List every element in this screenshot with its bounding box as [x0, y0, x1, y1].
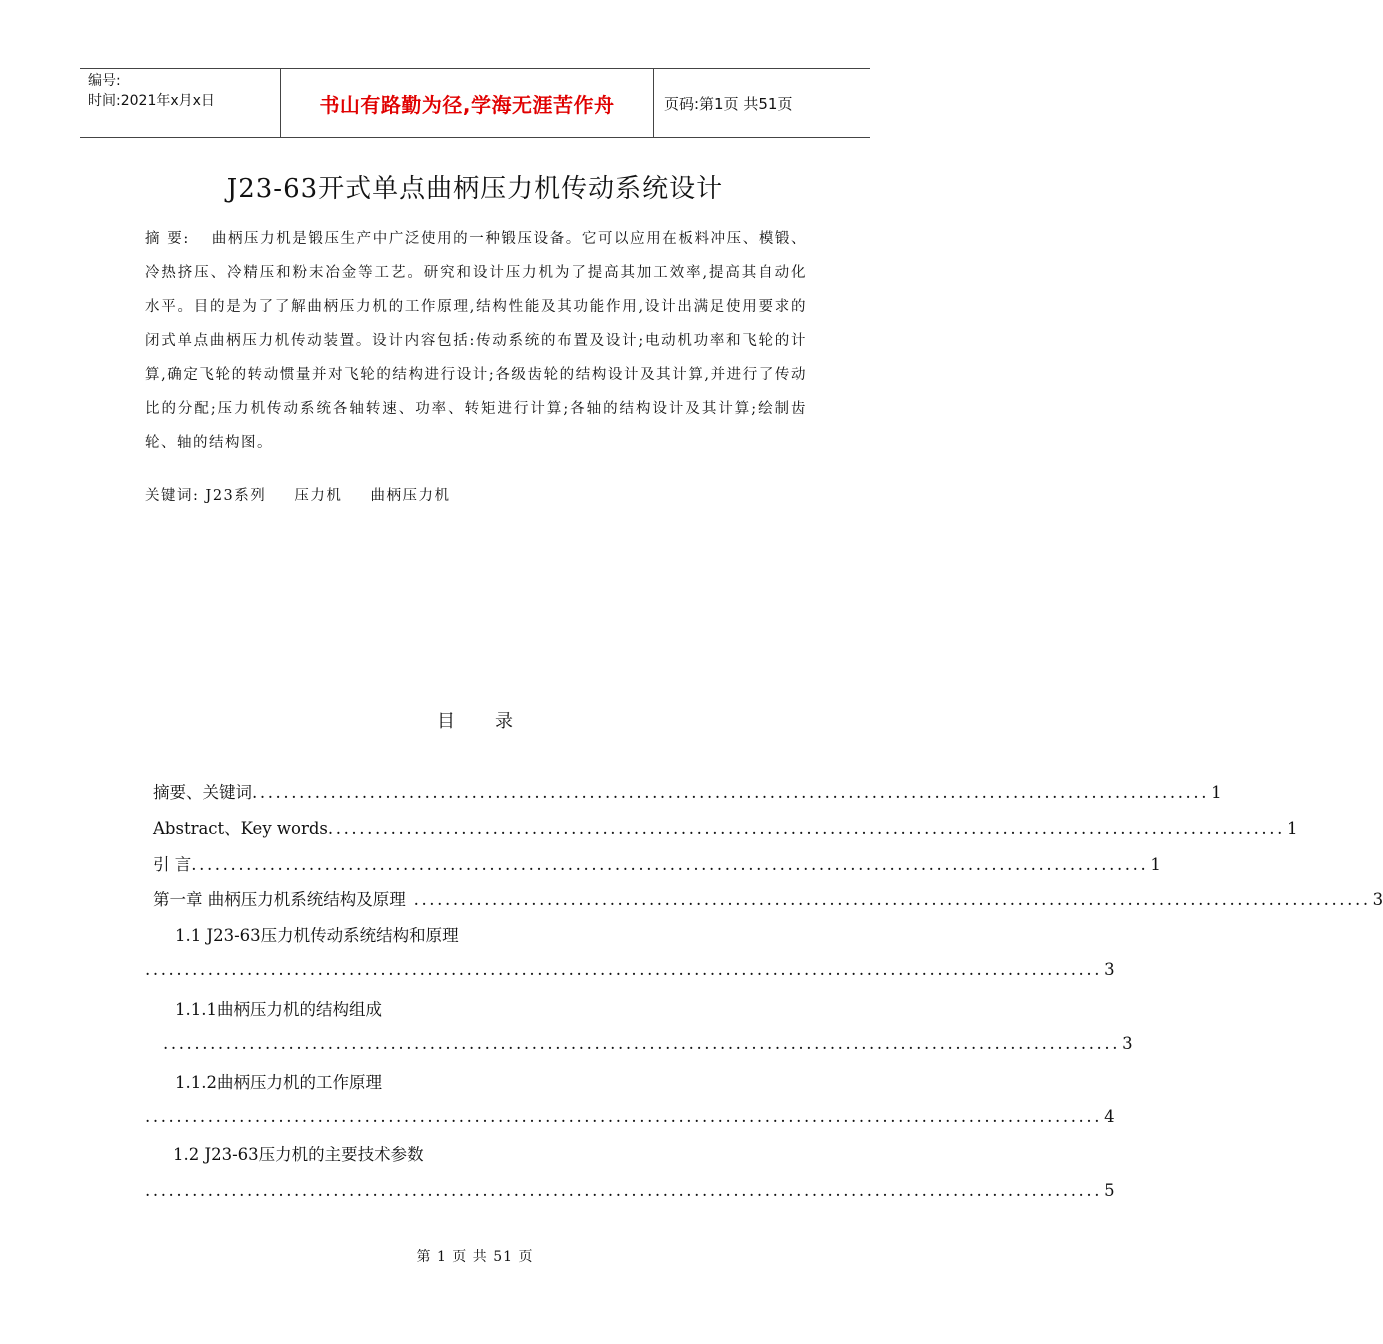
toc-leader: ..........................................................................................................................	[405, 890, 1371, 909]
toc-entry[interactable]	[153, 886, 1383, 910]
toc-leader: ..........................................................................................................................	[191, 855, 1149, 874]
toc-entry-text: 第一章 曲柄压力机系统结构及原理	[153, 890, 406, 909]
toc-entry-text[interactable]: 1.2 J23-63压力机的主要技术参数	[173, 1145, 424, 1164]
toc-entry-page: 1	[1150, 855, 1161, 874]
toc-entry-continuation[interactable]	[145, 1107, 1115, 1126]
toc-leader: ..........................................................................................................................	[145, 960, 1103, 979]
toc-entry-text: 引 言	[153, 855, 192, 874]
toc-entry-text[interactable]: 1.1.1曲柄压力机的结构组成	[175, 1000, 382, 1019]
abstract-paragraph	[145, 222, 807, 460]
page-header	[80, 68, 870, 138]
toc-title: 目录	[437, 711, 553, 732]
time-label: 时间:2021年x月x日	[88, 93, 215, 109]
toc-entry-page: 1	[1211, 783, 1222, 802]
toc-entry-page: 3	[1104, 960, 1115, 979]
toc-leader: ..........................................................................................................................	[145, 1107, 1103, 1126]
toc-entry-continuation[interactable]	[145, 960, 1115, 979]
keywords-line	[145, 484, 450, 505]
toc-entry-text[interactable]: 1.1.2曲柄压力机的工作原理	[175, 1073, 382, 1092]
keyword-item: 曲柄压力机	[370, 488, 451, 504]
toc-entry-continuation[interactable]	[145, 1181, 1115, 1200]
toc-entry[interactable]	[153, 815, 1298, 839]
toc-entry-page: 1	[1286, 819, 1298, 838]
header-meta	[80, 69, 281, 137]
document-title: J23-63开式单点曲柄压力机传动系统设计	[226, 174, 724, 204]
toc-leader: ..........................................................................................................................	[252, 783, 1210, 802]
toc-entry-page: 3	[1372, 890, 1383, 909]
toc-leader: ..........................................................................................................................	[163, 1034, 1121, 1053]
keyword-item: J23系列	[205, 488, 267, 504]
toc-entry[interactable]	[153, 779, 1222, 803]
header-page-info: 页码:第1页 共51页	[664, 94, 793, 113]
toc-entry-text: 摘要、关键词	[153, 783, 252, 802]
keyword-item: 压力机	[294, 488, 343, 504]
toc-entry-page: 3	[1122, 1034, 1133, 1053]
page-footer: 第 1 页 共 51 页	[416, 1249, 534, 1265]
abstract-text: 曲柄压力机是锻压生产中广泛使用的一种锻压设备。它可以应用在板料冲压、模锻、冷热挤压、冷精压和粉末冶金等工艺。研究和设计压力机为了提高其加工效率,提高其自动化水平。目的是为了了解曲柄压力机的工作原理,结构性能及其功能作用,设计出满足使用要求的闭式单点曲柄压力机传动装置。设计内容包括:传动系统的布置及设计;电动机功率和飞轮的计算,确定飞轮的转动惯量并对飞轮的结构进行设计;各级齿轮的结构设计及其计算,并进行了传动比的分配;压力机传动系统各轴转速、功率、转矩进行计算;各轴的结构设计及其计算;绘制齿轮、轴的结构图。	[145, 231, 807, 451]
toc-leader: ..........................................................................................................................	[145, 1181, 1103, 1200]
toc-entry[interactable]	[153, 851, 1161, 875]
toc-entry-continuation[interactable]	[163, 1034, 1133, 1053]
number-label: 编号:	[88, 73, 121, 89]
toc-leader: ..........................................................................................................................	[327, 819, 1285, 838]
header-motto: 书山有路勤为径,学海无涯苦作舟	[281, 69, 654, 137]
toc-entry-page: 5	[1104, 1181, 1115, 1200]
toc-entry-text: Abstract、Key words	[153, 819, 328, 838]
keywords-label: 关键词:	[145, 488, 200, 504]
toc-entry-text[interactable]: 1.1 J23-63压力机传动系统结构和原理	[175, 926, 459, 945]
abstract-label: 摘 要:	[145, 231, 190, 247]
toc-entry-page: 4	[1104, 1107, 1115, 1126]
